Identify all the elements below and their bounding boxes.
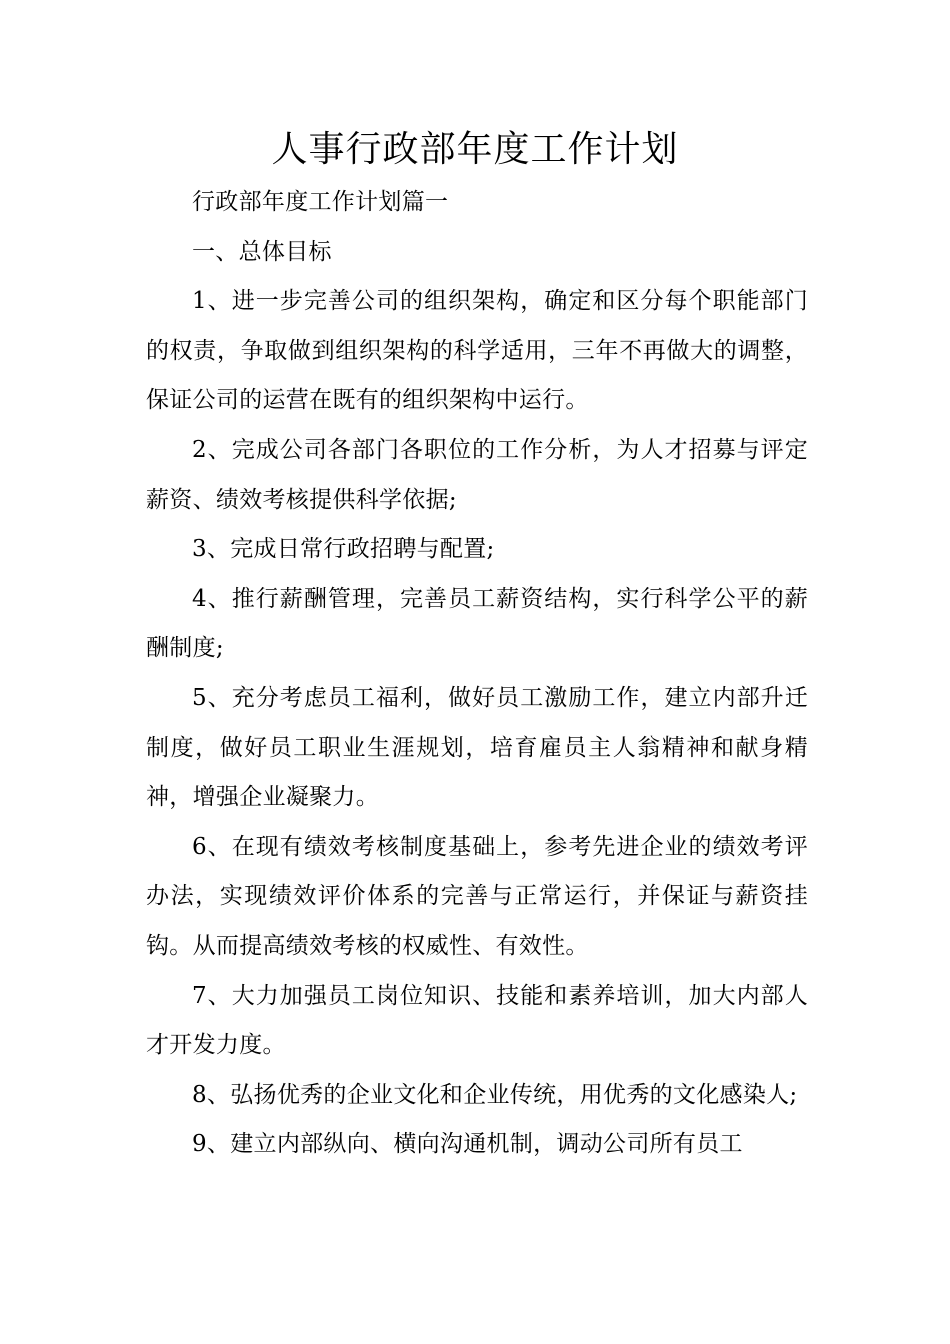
paragraph-item-2: 2、完成公司各部门各职位的工作分析，为人才招募与评定薪资、绩效考核提供科学依据; bbox=[146, 436, 808, 513]
paragraph-item-4: 4、推行薪酬管理，完善员工薪资结构，实行科学公平的薪酬制度; bbox=[146, 585, 808, 662]
paragraph-item-6: 6、在现有绩效考核制度基础上，参考先进企业的绩效考评办法，实现绩效评价体系的完善与正常运行，并保证与薪资挂钩。从而提高绩效考核的权威性、有效性。 bbox=[146, 833, 808, 959]
paragraph-item-7: 7、大力加强员工岗位知识、技能和素养培训，加大内部人才开发力度。 bbox=[146, 982, 808, 1059]
subsection-heading: 一、总体目标 bbox=[192, 238, 332, 265]
paragraph-item-5: 5、充分考虑员工福利，做好员工激励工作，建立内部升迁制度，做好员工职业生涯规划，培育雇员主人翁精神和献身精神，增强企业凝聚力。 bbox=[146, 684, 808, 811]
paragraph-item-3: 3、完成日常行政招聘与配置; bbox=[192, 536, 495, 563]
document-body bbox=[146, 178, 808, 1170]
paragraph-item-9: 9、建立内部纵向、横向沟通机制，调动公司所有员工 bbox=[192, 1131, 743, 1158]
document-title: 人事行政部年度工作计划 bbox=[271, 129, 679, 170]
section-heading: 行政部年度工作计划篇一 bbox=[192, 189, 449, 215]
paragraph-item-8: 8、弘扬优秀的企业文化和企业传统，用优秀的文化感染人; bbox=[192, 1081, 798, 1108]
paragraph-item-1: 1、进一步完善公司的组织架构，确定和区分每个职能部门的权责，争取做到组织架构的科学适用，三年不再做大的调整，保证公司的运营在既有的组织架构中运行。 bbox=[146, 288, 808, 414]
